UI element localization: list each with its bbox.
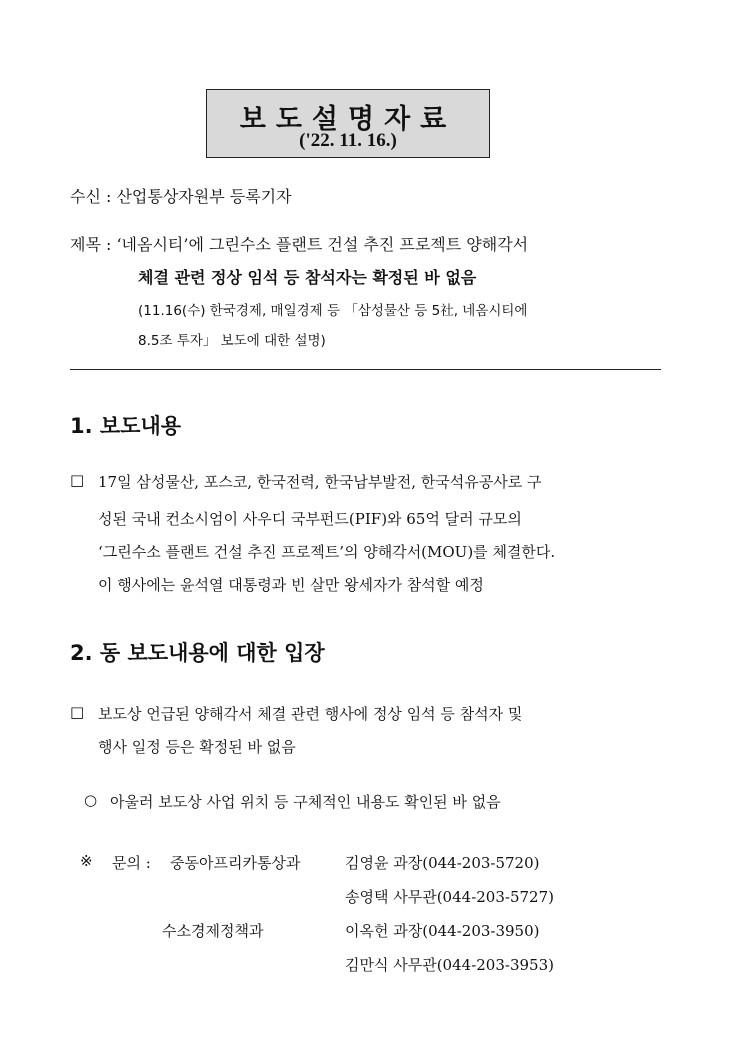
contact-person-3: 이옥헌 과장(044-203-3950) [345,922,540,940]
recipient-line: 수신 : 산업통상자원부 등록기자 [70,187,292,206]
section-1-line-4: 이 행사에는 윤석열 대통령과 빈 살만 왕세자가 참석할 예정 [98,576,484,594]
subject-line-1: 제목 : ‘네옴시티’에 그린수소 플랜트 건설 추진 프로젝트 양해각서 [70,235,529,254]
subject-note-2: 8.5조 투자」 보도에 대한 설명) [138,333,326,349]
divider-line [70,369,661,370]
section-2-sub-text: 아울러 보도상 사업 위치 등 구체적인 내용도 확인된 바 없음 [110,793,501,811]
contact-dept-2: 수소경제정책과 [162,922,264,940]
section-2-sub-bullet-icon: ○ [84,791,98,809]
section-1-line-1: 17일 삼성물산, 포스코, 한국전력, 한국남부발전, 한국석유공사로 구 [98,473,542,491]
section-2-heading: 2. 동 보도내용에 대한 입장 [70,641,325,665]
document-date: ('22. 11. 16.) [299,130,397,151]
section-1-line-2: 성된 국내 컨소시엄이 사우디 국부펀드(PIF)와 65억 달러 규모의 [98,510,522,528]
contact-person-1: 김영윤 과장(044-203-5720) [345,854,540,872]
section-1-bullet-icon: □ [70,471,85,489]
reference-mark: ※ [80,852,93,870]
contact-dept-1: 중동아프리카통상과 [170,854,301,872]
section-1-line-3: ‘그린수소 플랜트 건설 추진 프로젝트’의 양해각서(MOU)를 체결한다. [98,543,556,561]
contact-person-2: 송영택 사무관(044-203-5727) [345,888,554,906]
contact-person-4: 김만식 사무관(044-203-3953) [345,956,554,974]
document-title: 보도설명자료 [239,104,457,135]
subject-line-2: 체결 관련 정상 임석 등 참석자는 확정된 바 없음 [138,268,477,287]
subject-note-1: (11.16(수) 한국경제, 매일경제 등 「삼성물산 등 5社, 네옴시티에 [138,303,528,319]
section-2-bullet-icon: □ [70,703,85,721]
section-1-heading: 1. 보도내용 [70,414,182,438]
contact-label: 문의 : [112,854,151,872]
title-box [206,89,490,158]
section-2-line-2: 행사 일정 등은 확정된 바 없음 [98,738,296,756]
section-2-line-1: 보도상 언급된 양해각서 체결 관련 행사에 정상 임석 등 참석자 및 [98,705,523,723]
